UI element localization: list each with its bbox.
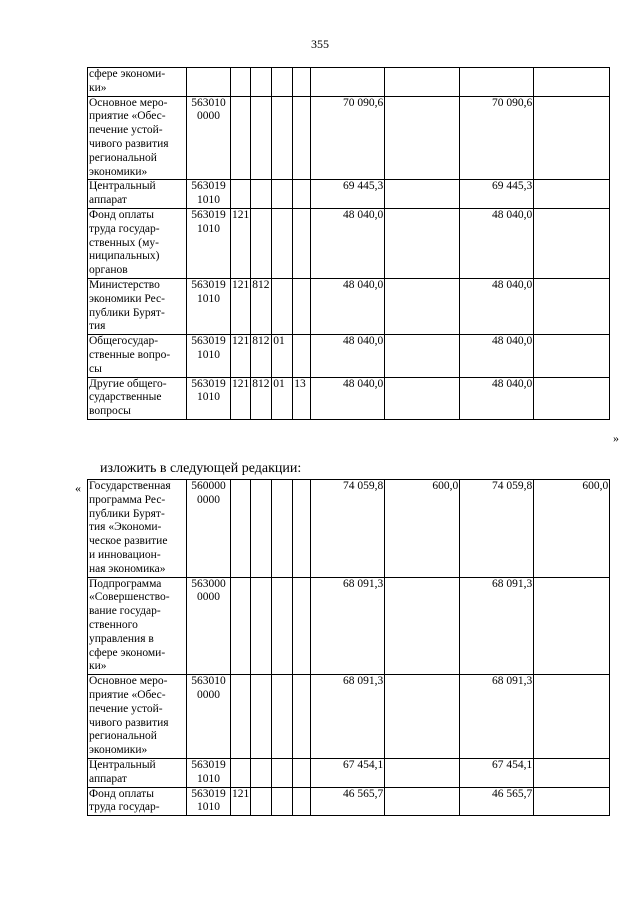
pr-cell bbox=[293, 480, 311, 578]
name-cell bbox=[88, 208, 187, 278]
rz-cell bbox=[272, 758, 293, 787]
vr-cell: 121 bbox=[231, 787, 251, 816]
table-row bbox=[88, 675, 610, 759]
sum-cell-1: 74 059,8 bbox=[311, 480, 385, 578]
sum-cell-4 bbox=[534, 96, 610, 180]
name-line: ки» bbox=[89, 660, 107, 673]
csr-line: 563019 bbox=[191, 758, 226, 771]
name-cell bbox=[88, 577, 187, 675]
budget-table-old bbox=[87, 67, 610, 420]
name-line: ственных (му- bbox=[89, 236, 159, 249]
name-line: сфере экономи- bbox=[89, 68, 166, 80]
rz-cell: 01 bbox=[272, 335, 293, 377]
csr-line: 563019 bbox=[191, 377, 226, 390]
budget-table-new bbox=[87, 479, 610, 816]
csr-line: 0000 bbox=[197, 110, 220, 123]
sum-cell-2 bbox=[385, 758, 460, 787]
name-line: печение устой- bbox=[89, 702, 163, 715]
opening-quote: « bbox=[75, 481, 81, 495]
sum-cell-2 bbox=[385, 96, 460, 180]
table-row bbox=[88, 278, 610, 334]
name-line: приятие «Обес- bbox=[89, 110, 166, 123]
csr-line: 563019 bbox=[191, 787, 226, 800]
sum-cell-2: 600,0 bbox=[385, 480, 460, 578]
grbs-cell bbox=[251, 577, 272, 675]
name-line: тия «Экономи- bbox=[89, 521, 162, 534]
vr-cell: 121 bbox=[231, 377, 251, 419]
sum-cell-2 bbox=[385, 278, 460, 334]
rz-cell bbox=[272, 480, 293, 578]
sum-cell-4 bbox=[534, 675, 610, 759]
sum-cell-1: 46 565,7 bbox=[311, 787, 385, 816]
name-line: экономики» bbox=[89, 744, 148, 757]
sum-cell-4 bbox=[534, 577, 610, 675]
table-row bbox=[88, 787, 610, 816]
sum-cell-2 bbox=[385, 180, 460, 209]
sum-cell-1: 48 040,0 bbox=[311, 377, 385, 419]
name-line: чивого развития bbox=[89, 716, 169, 729]
csr-line: 563019 bbox=[191, 278, 226, 291]
name-line: ственные вопро- bbox=[89, 348, 171, 361]
rz-cell bbox=[272, 787, 293, 816]
csr-line: 563019 bbox=[191, 335, 226, 348]
pr-cell bbox=[293, 68, 311, 97]
name-cell bbox=[88, 335, 187, 377]
sum-cell-1: 70 090,6 bbox=[311, 96, 385, 180]
sum-cell-2 bbox=[385, 675, 460, 759]
name-line: аппарат bbox=[89, 194, 127, 207]
csr-cell bbox=[187, 180, 231, 209]
name-cell bbox=[88, 758, 187, 787]
grbs-cell bbox=[251, 208, 272, 278]
csr-line: 563010 bbox=[191, 96, 226, 109]
vr-cell bbox=[231, 96, 251, 180]
csr-line: 563000 bbox=[191, 577, 226, 590]
csr-cell bbox=[187, 577, 231, 675]
csr-line: 1010 bbox=[197, 194, 220, 207]
csr-cell bbox=[187, 96, 231, 180]
sum-cell-3 bbox=[460, 68, 534, 97]
sum-cell-1: 48 040,0 bbox=[311, 208, 385, 278]
name-line: сфере экономи- bbox=[89, 646, 166, 659]
csr-line: 563019 bbox=[191, 208, 226, 221]
name-cell bbox=[88, 787, 187, 816]
vr-cell bbox=[231, 675, 251, 759]
rz-cell: 01 bbox=[272, 377, 293, 419]
name-line: вание государ- bbox=[89, 605, 161, 618]
sum-cell-1 bbox=[311, 68, 385, 97]
rz-cell bbox=[272, 96, 293, 180]
name-line: ственного bbox=[89, 618, 138, 631]
sum-cell-1: 48 040,0 bbox=[311, 335, 385, 377]
grbs-cell: 812 bbox=[251, 278, 272, 334]
pr-cell bbox=[293, 278, 311, 334]
csr-line: 0000 bbox=[197, 688, 220, 701]
grbs-cell bbox=[251, 758, 272, 787]
csr-line: 1010 bbox=[197, 772, 220, 785]
grbs-cell bbox=[251, 180, 272, 209]
pr-cell bbox=[293, 96, 311, 180]
name-cell bbox=[88, 180, 187, 209]
name-line: труда государ- bbox=[89, 222, 160, 235]
name-cell bbox=[88, 96, 187, 180]
sum-cell-4: 600,0 bbox=[534, 480, 610, 578]
sum-cell-1: 67 454,1 bbox=[311, 758, 385, 787]
name-line: региональной bbox=[89, 151, 157, 164]
vr-cell: 121 bbox=[231, 278, 251, 334]
sum-cell-4 bbox=[534, 377, 610, 419]
table-row bbox=[88, 208, 610, 278]
grbs-cell bbox=[251, 96, 272, 180]
table-row bbox=[88, 758, 610, 787]
sum-cell-2 bbox=[385, 787, 460, 816]
grbs-cell: 812 bbox=[251, 335, 272, 377]
name-line: сы bbox=[89, 362, 102, 375]
name-cell bbox=[88, 480, 187, 578]
name-line: публики Бурят- bbox=[89, 306, 165, 319]
name-line: ки» bbox=[89, 81, 107, 94]
pr-cell bbox=[293, 180, 311, 209]
sum-cell-2 bbox=[385, 577, 460, 675]
sum-cell-3: 68 091,3 bbox=[460, 577, 534, 675]
sum-cell-3: 48 040,0 bbox=[460, 208, 534, 278]
name-line: и инновацион- bbox=[89, 548, 161, 561]
sum-cell-1: 68 091,3 bbox=[311, 577, 385, 675]
name-line: ческое развитие bbox=[89, 535, 168, 548]
csr-line: 563010 bbox=[191, 675, 226, 688]
csr-cell bbox=[187, 278, 231, 334]
csr-line: 560000 bbox=[191, 480, 226, 492]
pr-cell bbox=[293, 208, 311, 278]
name-line: управления в bbox=[89, 632, 154, 645]
page-number: 355 bbox=[311, 37, 329, 51]
name-line: «Совершенство- bbox=[89, 591, 170, 604]
grbs-cell bbox=[251, 480, 272, 578]
vr-cell: 121 bbox=[231, 208, 251, 278]
name-line: Другие общего- bbox=[89, 377, 167, 390]
name-line: Фонд оплаты bbox=[89, 787, 154, 800]
csr-cell bbox=[187, 68, 231, 97]
sum-cell-3: 48 040,0 bbox=[460, 377, 534, 419]
name-line: ная экономика» bbox=[89, 562, 166, 575]
csr-line: 1010 bbox=[197, 801, 220, 814]
name-line: Фонд оплаты bbox=[89, 208, 154, 221]
csr-cell bbox=[187, 758, 231, 787]
rz-cell bbox=[272, 675, 293, 759]
sum-cell-2 bbox=[385, 208, 460, 278]
csr-cell bbox=[187, 377, 231, 419]
pr-cell bbox=[293, 787, 311, 816]
csr-line: 563019 bbox=[191, 180, 226, 193]
table-row bbox=[88, 480, 610, 578]
sum-cell-3: 67 454,1 bbox=[460, 758, 534, 787]
sum-cell-4 bbox=[534, 68, 610, 97]
name-line: экономики» bbox=[89, 165, 148, 178]
csr-line: 0000 bbox=[197, 591, 220, 604]
table-row bbox=[88, 96, 610, 180]
vr-cell bbox=[231, 758, 251, 787]
rz-cell bbox=[272, 278, 293, 334]
sum-cell-3: 48 040,0 bbox=[460, 335, 534, 377]
name-line: публики Бурят- bbox=[89, 507, 165, 520]
table-row bbox=[88, 377, 610, 419]
name-line: Министерство bbox=[89, 278, 160, 291]
name-line: Общегосудар- bbox=[89, 335, 159, 348]
csr-line: 1010 bbox=[197, 348, 220, 361]
name-line: приятие «Обес- bbox=[89, 688, 166, 701]
pr-cell bbox=[293, 758, 311, 787]
sum-cell-4 bbox=[534, 335, 610, 377]
sum-cell-4 bbox=[534, 758, 610, 787]
closing-quote: » bbox=[613, 431, 619, 445]
table-row bbox=[88, 335, 610, 377]
grbs-cell bbox=[251, 68, 272, 97]
sum-cell-2 bbox=[385, 335, 460, 377]
sum-cell-4 bbox=[534, 208, 610, 278]
sum-cell-3: 74 059,8 bbox=[460, 480, 534, 578]
table-row bbox=[88, 577, 610, 675]
grbs-cell bbox=[251, 675, 272, 759]
csr-line: 0000 bbox=[197, 493, 220, 506]
vr-cell bbox=[231, 180, 251, 209]
grbs-cell: 812 bbox=[251, 377, 272, 419]
name-line: органов bbox=[89, 264, 128, 277]
rz-cell bbox=[272, 577, 293, 675]
vr-cell bbox=[231, 577, 251, 675]
name-line: экономики Рес- bbox=[89, 292, 165, 305]
csr-cell bbox=[187, 787, 231, 816]
name-line: программа Рес- bbox=[89, 493, 166, 506]
name-line: ниципальных) bbox=[89, 250, 160, 263]
name-cell bbox=[88, 68, 187, 97]
csr-cell bbox=[187, 208, 231, 278]
table-row bbox=[88, 180, 610, 209]
name-line: тия bbox=[89, 320, 106, 333]
sum-cell-3: 69 445,3 bbox=[460, 180, 534, 209]
grbs-cell bbox=[251, 787, 272, 816]
rz-cell bbox=[272, 68, 293, 97]
sum-cell-1: 48 040,0 bbox=[311, 278, 385, 334]
sum-cell-4 bbox=[534, 180, 610, 209]
csr-cell bbox=[187, 335, 231, 377]
name-line: сударственные bbox=[89, 391, 162, 404]
name-line: Подпрограмма bbox=[89, 577, 162, 590]
csr-cell bbox=[187, 675, 231, 759]
vr-cell bbox=[231, 68, 251, 97]
pr-cell bbox=[293, 335, 311, 377]
sum-cell-1: 68 091,3 bbox=[311, 675, 385, 759]
sum-cell-1: 69 445,3 bbox=[311, 180, 385, 209]
sum-cell-2 bbox=[385, 377, 460, 419]
name-line: Основное меро- bbox=[89, 96, 168, 109]
csr-line: 1010 bbox=[197, 222, 220, 235]
name-line: печение устой- bbox=[89, 124, 163, 137]
name-cell bbox=[88, 675, 187, 759]
sum-cell-4 bbox=[534, 278, 610, 334]
pr-cell: 13 bbox=[293, 377, 311, 419]
vr-cell bbox=[231, 480, 251, 578]
vr-cell: 121 bbox=[231, 335, 251, 377]
name-line: чивого развития bbox=[89, 137, 169, 150]
sum-cell-3: 48 040,0 bbox=[460, 278, 534, 334]
name-line: Государственная bbox=[89, 480, 171, 492]
name-line: региональной bbox=[89, 730, 157, 743]
csr-cell bbox=[187, 480, 231, 578]
name-cell bbox=[88, 278, 187, 334]
name-line: труда государ- bbox=[89, 801, 160, 814]
name-line: Центральный bbox=[89, 180, 156, 193]
name-line: аппарат bbox=[89, 772, 127, 785]
sum-cell-2 bbox=[385, 68, 460, 97]
sum-cell-4 bbox=[534, 787, 610, 816]
sum-cell-3: 68 091,3 bbox=[460, 675, 534, 759]
pr-cell bbox=[293, 675, 311, 759]
name-line: вопросы bbox=[89, 405, 131, 418]
amendment-instruction: изложить в следующей редакции: bbox=[100, 461, 302, 476]
table-row bbox=[88, 68, 610, 97]
sum-cell-3: 46 565,7 bbox=[460, 787, 534, 816]
name-line: Основное меро- bbox=[89, 675, 168, 688]
pr-cell bbox=[293, 577, 311, 675]
sum-cell-3: 70 090,6 bbox=[460, 96, 534, 180]
rz-cell bbox=[272, 208, 293, 278]
name-line: Центральный bbox=[89, 758, 156, 771]
csr-line: 1010 bbox=[197, 391, 220, 404]
csr-line: 1010 bbox=[197, 292, 220, 305]
rz-cell bbox=[272, 180, 293, 209]
name-cell bbox=[88, 377, 187, 419]
